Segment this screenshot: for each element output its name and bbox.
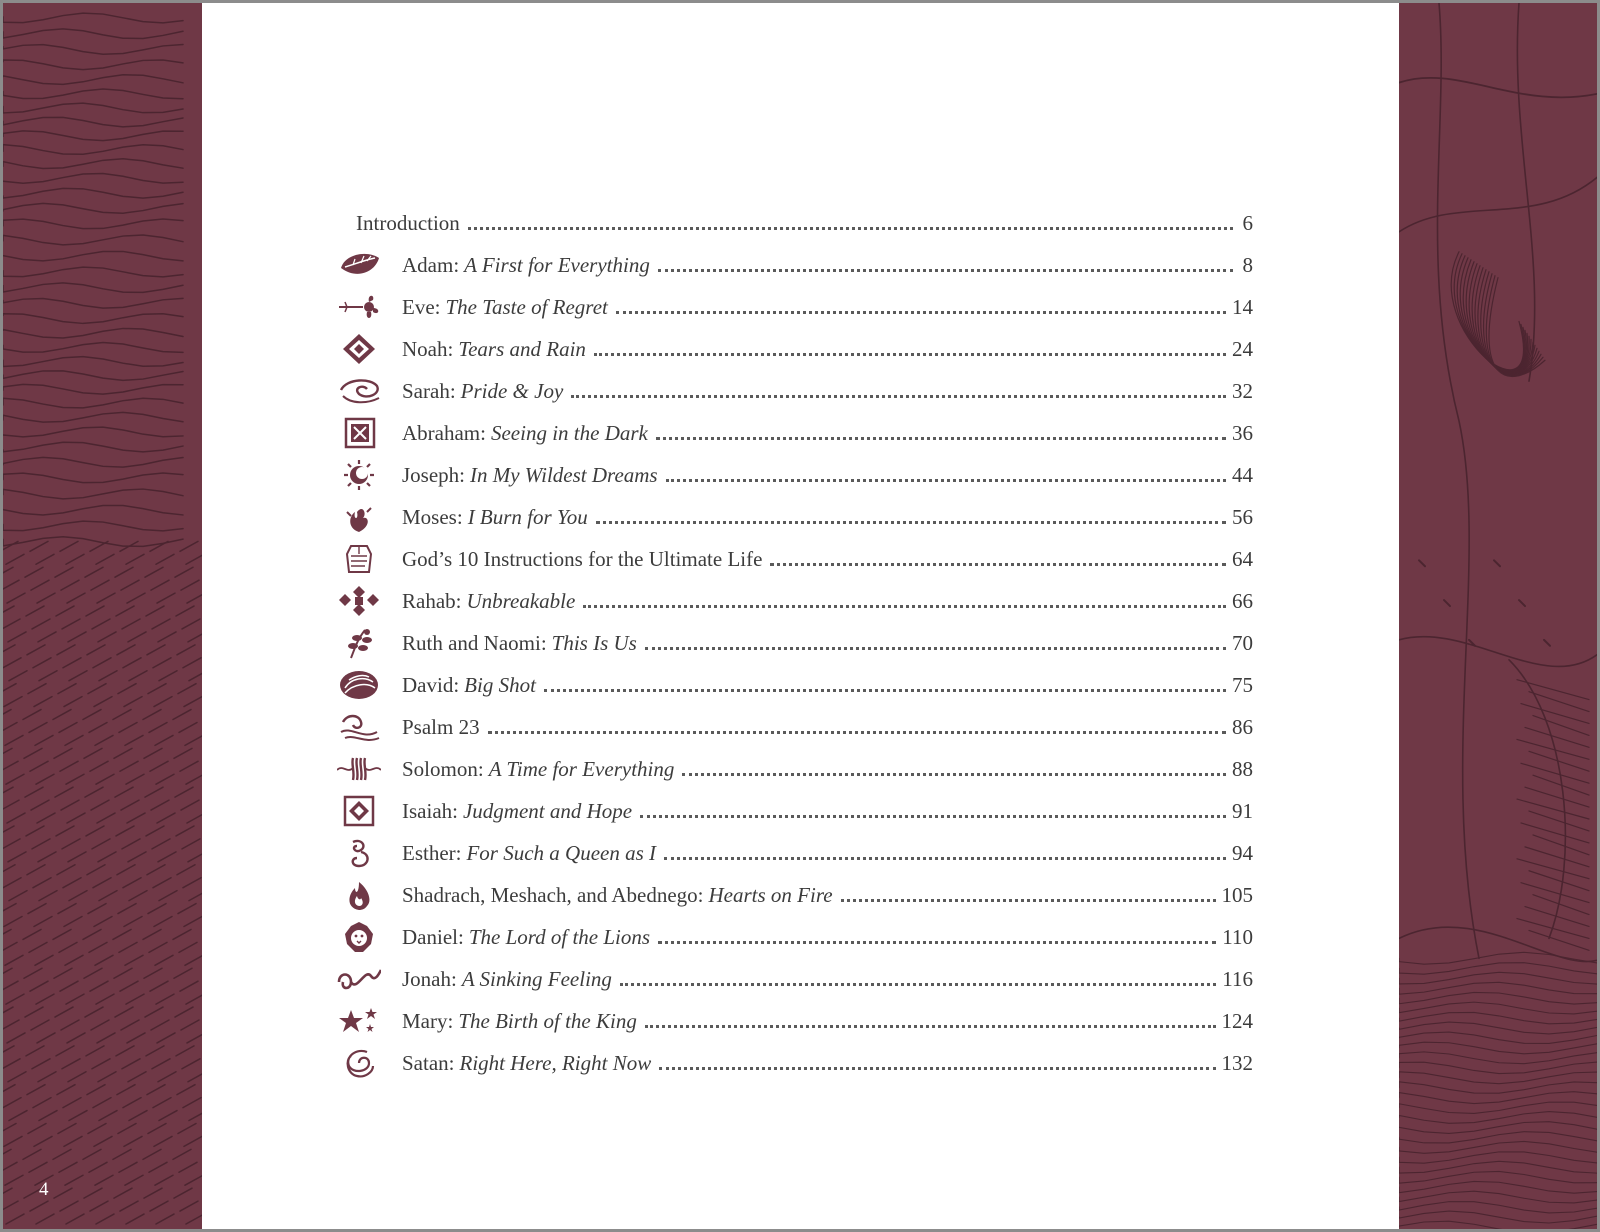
toc-entry-label: Ruth and Naomi: xyxy=(402,630,547,655)
serpent-swirl-icon xyxy=(335,1045,383,1081)
dot-leader xyxy=(682,752,1226,776)
toc-entry-subtitle: The Birth of the King xyxy=(458,1008,637,1033)
toc-entry-label: God’s 10 Instructions for the Ultimate Life xyxy=(402,546,763,571)
toc-entry[interactable] xyxy=(333,370,1253,412)
toc-entry-text xyxy=(402,958,1253,1000)
toc-entry-page-number: 24 xyxy=(1232,336,1253,361)
square-pattern-icon xyxy=(335,415,383,451)
dot-leader xyxy=(620,962,1216,986)
toc-entry[interactable] xyxy=(333,622,1253,664)
lion-icon xyxy=(335,919,383,955)
dot-leader xyxy=(664,836,1226,860)
dot-leader xyxy=(468,206,1233,230)
toc-entry-subtitle: Unbreakable xyxy=(466,588,576,613)
wheat-icon xyxy=(335,625,383,661)
toc-entry-label: Noah: xyxy=(402,336,454,361)
dot-leader xyxy=(658,920,1216,944)
stone-icon xyxy=(335,667,383,703)
toc-entry-label: Abraham: xyxy=(402,420,486,445)
toc-entry-text xyxy=(402,412,1253,454)
toc-entry-page-number: 132 xyxy=(1221,1050,1253,1075)
toc-entry-subtitle: In My Wildest Dreams xyxy=(470,462,658,487)
toc-entry-subtitle: A Sinking Feeling xyxy=(461,966,612,991)
toc-entry-text xyxy=(402,496,1253,538)
toc-entry-text xyxy=(402,1000,1253,1042)
toc-entry-label: Solomon: xyxy=(402,756,484,781)
toc-entry[interactable] xyxy=(333,412,1253,454)
toc-entry-label: Joseph: xyxy=(402,462,465,487)
framed-diamond-icon xyxy=(335,793,383,829)
toc-entry[interactable] xyxy=(333,748,1253,790)
illustration-texture xyxy=(1399,3,1600,1229)
toc-entry-page-number: 66 xyxy=(1232,588,1253,613)
toc-entry-page-number: 94 xyxy=(1232,840,1253,865)
sun-moon-icon xyxy=(335,457,383,493)
toc-entry-text xyxy=(402,370,1253,412)
toc-entry-page-number: 44 xyxy=(1232,462,1253,487)
table-of-contents xyxy=(333,202,1253,1084)
branch-icon xyxy=(335,289,383,325)
dot-leader xyxy=(841,878,1216,902)
right-decorative-panel xyxy=(1399,3,1600,1229)
toc-entry-page-number: 64 xyxy=(1232,546,1253,571)
toc-entry-subtitle: Tears and Rain xyxy=(458,336,586,361)
flame-icon xyxy=(335,877,383,913)
dot-leader xyxy=(659,1046,1215,1070)
flourish-icon xyxy=(335,751,383,787)
toc-entry-label: David: xyxy=(402,672,460,697)
toc-entry-subtitle: Big Shot xyxy=(464,672,536,697)
toc-entry-subtitle: The Taste of Regret xyxy=(445,294,608,319)
toc-entry-page-number: 91 xyxy=(1232,798,1253,823)
toc-entry-label: Sarah: xyxy=(402,378,456,403)
toc-entry-page-number: 86 xyxy=(1232,714,1253,739)
toc-entry[interactable] xyxy=(333,832,1253,874)
toc-entry-subtitle: The Lord of the Lions xyxy=(468,924,651,949)
left-decorative-panel xyxy=(3,3,202,1229)
toc-entry-text xyxy=(402,622,1253,664)
dot-leader xyxy=(645,1004,1216,1028)
toc-entry-label: Mary: xyxy=(402,1008,454,1033)
toc-entry-page-number: 70 xyxy=(1232,630,1253,655)
toc-entry-label: Esther: xyxy=(402,840,462,865)
tile-pattern-icon xyxy=(335,583,383,619)
dot-leader xyxy=(544,668,1226,692)
toc-entry[interactable] xyxy=(333,664,1253,706)
toc-entry-page-number: 75 xyxy=(1232,672,1253,697)
dot-leader xyxy=(571,374,1226,398)
toc-entry[interactable] xyxy=(333,1042,1253,1084)
toc-entry-label: Daniel: xyxy=(402,924,464,949)
toc-entry-text xyxy=(402,1042,1253,1084)
page-number: 4 xyxy=(39,1179,49,1200)
stone-tablet-icon xyxy=(335,541,383,577)
dot-leader xyxy=(656,416,1226,440)
toc-entry[interactable] xyxy=(333,538,1253,580)
toc-entry-subtitle: Pride & Joy xyxy=(460,378,564,403)
dot-leader xyxy=(640,794,1226,818)
toc-entry[interactable] xyxy=(333,790,1253,832)
toc-entry-subtitle: For Such a Queen as I xyxy=(466,840,657,865)
swirl-icon xyxy=(335,373,383,409)
toc-entry[interactable] xyxy=(333,244,1253,286)
toc-entry-subtitle: A First for Everything xyxy=(464,252,650,277)
toc-entry-label: Introduction xyxy=(356,210,460,235)
toc-entry-page-number: 6 xyxy=(1242,210,1253,235)
toc-entry-subtitle: Seeing in the Dark xyxy=(490,420,648,445)
toc-entry-text xyxy=(402,454,1253,496)
toc-entry-page-number: 14 xyxy=(1232,294,1253,319)
toc-entry-page-number: 124 xyxy=(1221,1008,1253,1033)
toc-entry-page-number: 110 xyxy=(1222,924,1253,949)
wave-swirl-icon xyxy=(335,709,383,745)
toc-entry-subtitle: Hearts on Fire xyxy=(708,882,833,907)
toc-entry-text xyxy=(402,748,1253,790)
dot-leader xyxy=(616,290,1226,314)
toc-entry-text xyxy=(402,580,1253,622)
wave-icon xyxy=(335,961,383,997)
toc-entry-text xyxy=(402,916,1253,958)
toc-entry-label: Moses: xyxy=(402,504,463,529)
toc-entry-page-number: 32 xyxy=(1232,378,1253,403)
toc-entry-label: Shadrach, Meshach, and Abednego: xyxy=(402,882,704,907)
toc-entry-page-number: 88 xyxy=(1232,756,1253,781)
toc-entry-text xyxy=(402,538,1253,580)
toc-entry[interactable] xyxy=(333,1000,1253,1042)
toc-entry-label: Eve: xyxy=(402,294,441,319)
dot-leader xyxy=(488,710,1226,734)
toc-entry[interactable] xyxy=(333,496,1253,538)
toc-entry-subtitle: A Time for Everything xyxy=(488,756,675,781)
toc-entry-text xyxy=(402,328,1253,370)
wood-grain-texture xyxy=(3,3,202,1229)
toc-entry-label: Isaiah: xyxy=(402,798,458,823)
stars-icon xyxy=(335,1003,383,1039)
toc-entry-page-number: 105 xyxy=(1221,882,1253,907)
toc-entry-label: Adam: xyxy=(402,252,460,277)
toc-entry[interactable] xyxy=(333,916,1253,958)
toc-entry-label: Rahab: xyxy=(402,588,462,613)
dot-leader xyxy=(645,626,1226,650)
toc-entry[interactable] xyxy=(333,454,1253,496)
dot-leader xyxy=(658,248,1233,272)
toc-entry-page-number: 36 xyxy=(1232,420,1253,445)
dot-leader xyxy=(594,332,1226,356)
toc-entry-label: Psalm 23 xyxy=(402,714,480,739)
toc-entry-text xyxy=(402,664,1253,706)
dot-leader xyxy=(666,458,1226,482)
toc-entry-text xyxy=(402,790,1253,832)
toc-entry-text xyxy=(402,706,1253,748)
toc-entry[interactable] xyxy=(333,958,1253,1000)
dot-leader xyxy=(583,584,1226,608)
dot-leader xyxy=(770,542,1226,566)
toc-entry-text xyxy=(402,286,1253,328)
toc-entry-label: Jonah: xyxy=(402,966,457,991)
toc-entry-page-number: 116 xyxy=(1222,966,1253,991)
curl-icon xyxy=(335,835,383,871)
toc-entry-subtitle: This Is Us xyxy=(551,630,637,655)
toc-entry-subtitle: Judgment and Hope xyxy=(462,798,633,823)
toc-entry-page-number: 8 xyxy=(1242,252,1253,277)
toc-entry-text xyxy=(402,244,1253,286)
toc-entry-text xyxy=(402,874,1253,916)
toc-entry-text xyxy=(402,832,1253,874)
toc-entry[interactable] xyxy=(333,706,1253,748)
burning-bush-icon xyxy=(335,499,383,535)
toc-entry-subtitle: I Burn for You xyxy=(467,504,588,529)
toc-entry[interactable] xyxy=(333,286,1253,328)
toc-entry[interactable] xyxy=(333,580,1253,622)
toc-entry[interactable] xyxy=(333,874,1253,916)
toc-entry-text xyxy=(356,202,1253,244)
toc-entry[interactable] xyxy=(333,328,1253,370)
toc-entry-page-number: 56 xyxy=(1232,504,1253,529)
leaf-icon xyxy=(335,247,383,283)
toc-entry[interactable] xyxy=(333,202,1253,244)
toc-entry-subtitle: Right Here, Right Now xyxy=(459,1050,652,1075)
toc-entry-label: Satan: xyxy=(402,1050,455,1075)
diamond-ornament-icon xyxy=(335,331,383,367)
dot-leader xyxy=(596,500,1226,524)
